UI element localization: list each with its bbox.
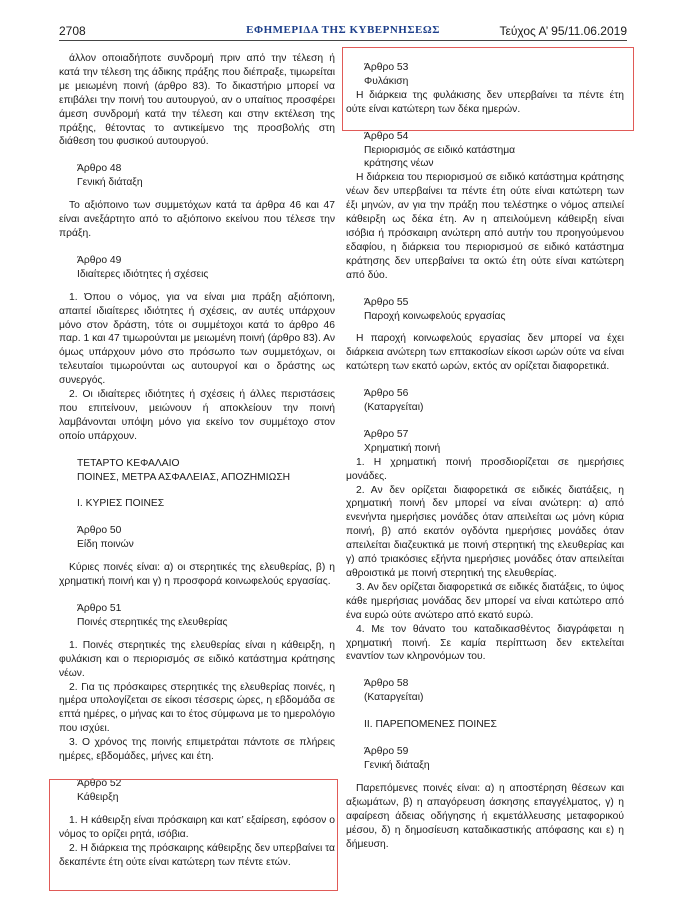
paragraph: Η παροχή κοινωφελούς εργασίας δεν μπορεί να έχει διάρκεια ανώτερη των επτακοσίων είκοσι ωρών ούτε να είναι κατώτερη των εκατό ωρών, εκτός αν ορίζεται διαφορετικά. <box>346 333 624 373</box>
article-heading: Άρθρο 53 <box>364 62 409 73</box>
paragraph: 2. Αν δεν ορίζεται διαφορετικά σε ειδικές διατάξεις, η χρηματική ποινή δεν μπορεί να είναι ανώτερη: α) από ενενήντα ημερήσιες μονάδες όταν απειλείται ως μόνη κύρια ποινή, β) από εκατόν ογδόντα ημερήσιες μονάδες όταν απειλείται διαζευκτικά με ποινή στερητική της ελευθερίας και γ) από τριακόσιες εξήντα ημερήσιες μονάδες όταν απειλείται αθροιστικά με ποινή στερητική της ελευθερίας. <box>346 484 624 579</box>
page-number: 2708 <box>59 24 86 38</box>
article-heading: Γενική διάταξη <box>364 759 430 771</box>
article-heading: Άρθρο 58 <box>364 678 409 690</box>
article-heading: Γενική διάταξη <box>77 177 143 189</box>
paragraph: 1. Η χρηματική ποινή προσδιορίζεται σε ημερήσιες μονάδες. <box>346 456 624 482</box>
paragraph: 2. Η διάρκεια της πρόσκαιρης κάθειρξης δεν υπερβαίνει τα δεκαπέντε έτη ούτε είναι κατώτερη των πέντε ετών. <box>59 842 335 868</box>
paragraph: 1. Όπου ο νόμος, για να είναι μια πράξη αξιόποινη, απαιτεί ιδιαίτερες ιδιότητες ή σχέσεις, αν αυτές υπάρχουν μόνο στον δράστη, τότε οι συμμέτοχοι κατά το άρθρο 46 παρ. 1 και 47 τιμωρούνται με μειωμένη ποινή (άρθρο 83). Αν όμως υπάρχουν μόνο στο πρόσωπο των συμμετόχων, οι τελευταίοι τιμωρούνται ως αυτουργοί και ο δράστης ως συνεργός. <box>59 291 335 387</box>
page-header <box>59 22 627 42</box>
article-heading: Άρθρο 57 <box>364 428 409 440</box>
article-heading: (Καταργείται) <box>364 402 424 414</box>
paragraph: άλλον οποιαδήποτε συνδρομή πριν από την τέλεση ή κατά την τέλεση της άδικης πράξης που διέπραξε, τιμωρείται με μειωμένη ποινή (άρθρο 83). Το δικαστήριο μπορεί να επιβάλει την ποινή του αυτουργού, αν ο υπαίτιος προσφέρει άμεση συνδρομή κατά την τέλεση και στην εκτέλεση της πράξης, θέτοντας το αντικείμενο της προσβολής στη διάθεση του φυσικού αυτουργού. <box>59 53 335 148</box>
article-heading: Άρθρο 52 <box>77 777 122 789</box>
article-heading: ΙΙ. ΠΑΡΕΠΟΜΕΝΕΣ ΠΟΙΝΕΣ <box>364 719 497 731</box>
article-heading: Άρθρο 50 <box>77 525 122 537</box>
right-column <box>346 52 624 851</box>
article-heading: Χρηματική ποινή <box>364 442 441 454</box>
article-heading: Είδη ποινών <box>77 539 134 551</box>
article-heading: Φυλάκιση <box>364 75 409 87</box>
article-heading: Περιορισμός σε ειδικό κατάστημα <box>364 144 516 156</box>
article-heading: ΠΟΙΝΕΣ, ΜΕΤΡΑ ΑΣΦΑΛΕΙΑΣ, ΑΠΟΖΗΜΙΩΣΗ <box>77 471 291 483</box>
article-heading: Άρθρο 55 <box>364 296 409 308</box>
article-heading: Άρθρο 54 <box>364 130 409 142</box>
paragraph: Η διάρκεια του περιορισμού σε ειδικό κατάστημα κράτησης νέων δεν υπερβαίνει τα πέντε έτη ούτε είναι κατώτερη των έξι μηνών, αν για την πράξη που τελέστηκε ο νόμος απειλεί κάθειρξη ως δέκα έτη. Αν η απειλούμενη κάθειρξη είναι ισόβια ή πρόσκαιρη ανώτερη από αυτήν του προηγούμενου εδαφίου, η διάρκεια του περιορισμού σε ειδικό κατάστημα κράτησης δεν υπερβαίνει τα οκτώ έτη ούτε είναι κατώτερη από δύο. <box>346 172 624 281</box>
paragraph: 4. Με τον θάνατο του καταδικασθέντος διαγράφεται η χρηματική ποινή. Σε καμία περίπτωση δεν εκτελείται εναντίον των κληρονόμων του. <box>346 623 624 663</box>
article-heading: Άρθρο 59 <box>364 746 409 758</box>
header-rule <box>59 40 627 41</box>
paragraph: 3. Αν δεν ορίζεται διαφορετικά σε ειδικές διατάξεις, το ύψος κάθε ημερήσιας μονάδας δεν μπορεί να είναι κατώτερο από ένα ευρώ ούτε ανώτερο από εκατό ευρώ. <box>346 581 624 621</box>
article-heading: Ποινές στερητικές της ελευθερίας <box>77 616 228 628</box>
paragraph: 1. Ποινές στερητικές της ελευθερίας είναι η κάθειρξη, η φυλάκιση και ο περιορισμός σε ειδικό κατάστημα κράτησης νέων. <box>59 639 335 679</box>
article-heading: Άρθρο 49 <box>77 254 122 266</box>
paragraph: 2. Οι ιδιαίτερες ιδιότητες ή σχέσεις ή άλλες περιστάσεις που επιτείνουν, μειώνουν ή αποκλείουν την ποινή λαμβάνονται υπόψη μόνο για εκείνο τον συμμέτοχο στον οποίο υπάρχουν. <box>59 389 335 442</box>
article-heading: Ιδιαίτερες ιδιότητες ή σχέσεις <box>77 268 209 280</box>
article-heading: κράτησης νέων <box>364 158 434 170</box>
article-heading: Άρθρο 56 <box>364 388 409 400</box>
gazette-title: ΕΦΗΜΕΡΙΔΑ ΤΗΣ ΚΥΒΕΡΝΗΣΕΩΣ <box>246 24 440 36</box>
paragraph: 3. Ο χρόνος της ποινής επιμετράται πάντοτε σε πλήρεις ημέρες, εβδομάδες, μήνες και έτη. <box>59 737 335 763</box>
paragraph: Το αξιόποινο των συμμετόχων κατά τα άρθρα 46 και 47 είναι ανεξάρτητο από το αξιόποινο εκείνου που τέλεσε την πράξη. <box>59 200 335 239</box>
article-heading: Παροχή κοινωφελούς εργασίας <box>364 310 506 322</box>
article-heading: ΤΕΤΑΡΤΟ ΚΕΦΑΛΑΙΟ <box>77 457 180 469</box>
article-heading: Άρθρο 48 <box>77 163 122 175</box>
issue-number: Τεύχος Α’ 95/11.06.2019 <box>499 24 627 38</box>
paragraph: Η διάρκεια της φυλάκισης δεν υπερβαίνει τα πέντε έτη ούτε είναι κατώτερη των δέκα ημερών. <box>346 89 624 115</box>
paragraph: Παρεπόμενες ποινές είναι: α) η αποστέρηση θέσεων και αξιωμάτων, β) η απαγόρευση άσκησης επαγγέλματος, γ) η αφαίρεση άδειας οδήγησης ή εκμετάλλευσης μεταφορικού μέσου, δ) η δημοσίευση καταδικαστικής απόφασης και ε) η δήμευση. <box>346 782 624 850</box>
paragraph: Κύριες ποινές είναι: α) οι στερητικές της ελευθερίας, β) η χρηματική ποινή και γ) η προσφορά κοινωφελούς εργασίας. <box>59 562 335 588</box>
article-heading: Ι. ΚΥΡΙΕΣ ΠΟΙΝΕΣ <box>77 498 165 510</box>
article-heading: Άρθρο 51 <box>77 603 122 614</box>
article-heading: Κάθειρξη <box>77 791 119 803</box>
article-heading: (Καταργείται) <box>364 692 424 704</box>
paragraph: 1. Η κάθειρξη είναι πρόσκαιρη και κατ’ εξαίρεση, εφόσον ο νόμος το ορίζει ρητά, ισόβια. <box>59 814 335 840</box>
left-column <box>59 52 335 869</box>
paragraph: 2. Για τις πρόσκαιρες στερητικές της ελευθερίας ποινές, η ημέρα υπολογίζεται σε είκοσι τέσσερις ώρες, η εβδομάδα σε επτά ημέρες, ο μήνας και το έτος σύμφωνα με το ημερολόγιο που ισχύει. <box>59 681 335 735</box>
